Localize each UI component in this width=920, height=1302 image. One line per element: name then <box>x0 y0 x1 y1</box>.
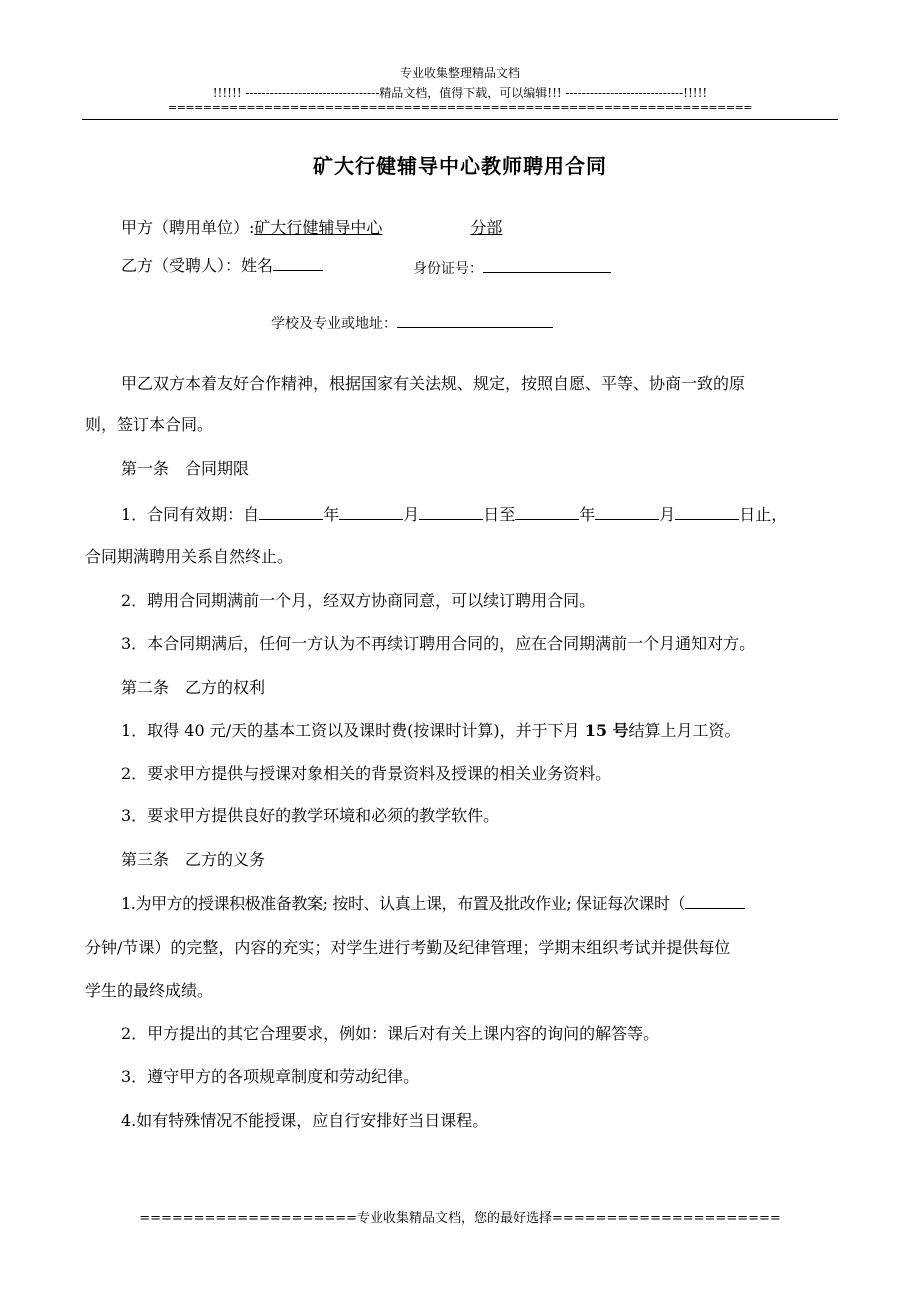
party-b-label: 乙方（受聘人）：姓名 <box>121 256 274 275</box>
intro-line-2: 则，签订本合同。 <box>85 415 214 434</box>
id-line <box>413 258 611 278</box>
id-label: 身份证号： <box>413 261 483 277</box>
article-3-item-3: 3．遵守甲方的各项规章制度和劳动纪律。 <box>121 1067 420 1086</box>
article-1-item-1-line-2: 合同期满聘用关系自然终止。 <box>85 547 294 566</box>
end-month-blank[interactable] <box>595 505 659 520</box>
header-line-3: =================================================================== <box>167 101 753 114</box>
article-3-heading: 第三条 乙方的义务 <box>121 850 266 869</box>
article-2-heading: 第二条 乙方的权利 <box>121 678 266 697</box>
party-a-value: 矿大行健辅导中心 分部 <box>254 218 503 237</box>
article-1-heading: 第一条 合同期限 <box>121 459 250 478</box>
start-year-blank[interactable] <box>259 505 323 520</box>
header-line-1: 专业收集整理精品文档 <box>399 66 520 80</box>
header-line-2: !!!!!! ---------------------------------精品文档，值得下载，可以编辑!!! -----------------------------!!!!! <box>212 86 708 100</box>
article-1-item-1: 1．合同有效期：自 年 月 日至 年 月 日止， <box>121 505 788 524</box>
article-2-item-3: 3．要求甲方提供良好的教学环境和必须的教学软件。 <box>121 806 500 825</box>
header-rule <box>82 119 838 120</box>
document-title: 矿大行健辅导中心教师聘用合同 <box>313 154 607 178</box>
class-minutes-blank[interactable] <box>685 894 745 909</box>
footer-text: ====================专业收集精品文档，您的最好选择===================== <box>139 1211 781 1226</box>
party-a-label: 甲方（聘用单位）: <box>121 218 255 237</box>
party-a-line <box>121 218 502 238</box>
article-3-item-2: 2．甲方提出的其它合理要求，例如：课后对有关上课内容的询问的解答等。 <box>121 1024 660 1043</box>
article-1-item-3: 3．本合同期满后，任何一方认为不再续订聘用合同的，应在合同期满前一个月通知对方。 <box>121 634 756 653</box>
article-3-item-1-line-2: 分钟/节课）的完整，内容的充实；对学生进行考勤及纪律管理；学期末组织考试并提供每位 <box>85 938 731 957</box>
start-day-blank[interactable] <box>419 505 483 520</box>
intro-line-1: 甲乙双方本着友好合作精神，根据国家有关法规、规定，按照自愿、平等、协商一致的原 <box>121 374 746 393</box>
school-blank[interactable] <box>397 313 553 328</box>
name-blank[interactable] <box>273 256 323 271</box>
end-day-blank[interactable] <box>675 505 739 520</box>
article-2-item-1: 1．取得 40 元/天的基本工资以及课时费(按课时计算)，并于下月 15 号结算上月工资。 <box>121 721 741 740</box>
article-3-item-1-line-3: 学生的最终成绩。 <box>85 981 214 1000</box>
article-2-item-2: 2．要求甲方提供与授课对象相关的背景资料及授课的相关业务资料。 <box>121 764 612 783</box>
article-1-item-2: 2．聘用合同期满前一个月，经双方协商同意，可以续订聘用合同。 <box>121 591 596 610</box>
party-b-line <box>121 256 323 276</box>
article-3-item-1-line-1: 1.为甲方的授课积极准备教案; 按时、认真上课，布置及批改作业; 保证每次课时（ <box>121 894 745 914</box>
id-blank[interactable] <box>483 258 611 273</box>
end-year-blank[interactable] <box>515 505 579 520</box>
article-3-item-4: 4.如有特殊情况不能授课，应自行安排好当日课程。 <box>121 1111 489 1130</box>
start-month-blank[interactable] <box>339 505 403 520</box>
school-line <box>271 313 553 333</box>
school-label: 学校及专业或地址： <box>271 316 397 332</box>
